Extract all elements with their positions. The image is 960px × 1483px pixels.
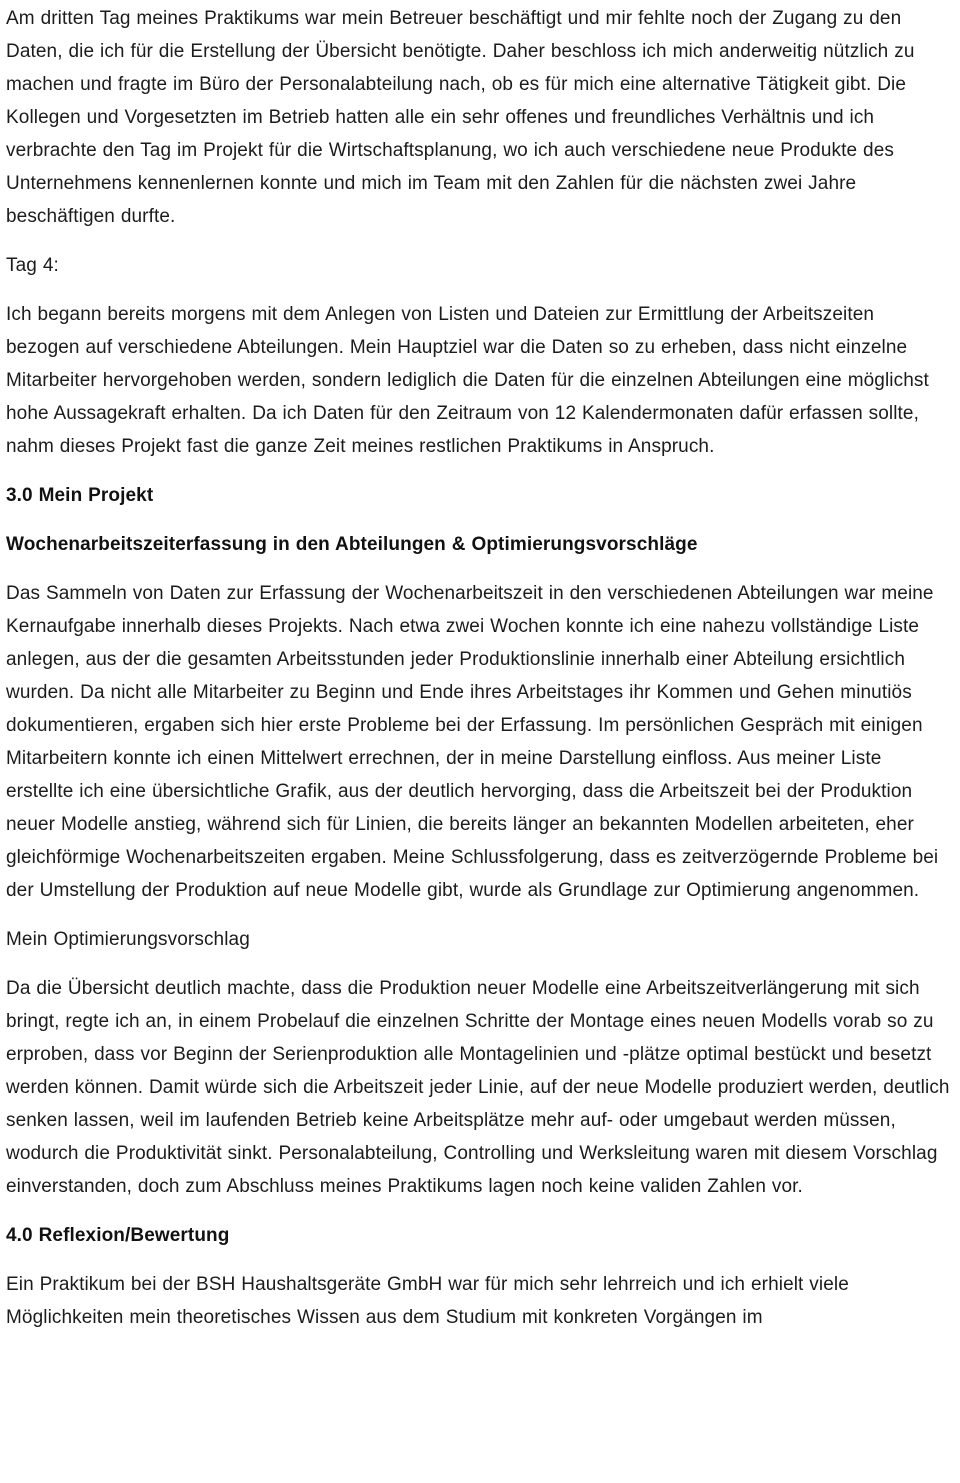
- paragraph: Da die Übersicht deutlich machte, dass die Produktion neuer Modelle eine Arbeitszeitverlängerung mit sich bringt, regte ich an, in einem Probelauf die einzelnen Schritte der Montage eines neuen Modells vorab so zu erproben, dass vor Beginn der Serienproduktion alle Montagelinien und -plätze optimal bestückt und besetzt werden können. Damit würde sich die Arbeitszeit jeder Linie, auf der neue Modelle produziert werden, deutlich senken lassen, weil im laufenden Betrieb keine Arbeitsplätze mehr auf- oder umgebaut werden müssen, wodurch die Produktivität sinkt. Personalabteilung, Controlling und Werksleitung waren mit diesem Vorschlag einverstanden, doch zum Abschluss meines Praktikums lagen noch keine validen Zahlen vor.: [6, 978, 950, 1197]
- subsection-label: Mein Optimierungsvorschlag: [6, 929, 250, 950]
- section-heading: 3.0 Mein Projekt: [6, 485, 154, 506]
- section-heading: Wochenarbeitszeiterfassung in den Abteilungen & Optimierungsvorschläge: [6, 534, 698, 555]
- paragraph: Ein Praktikum bei der BSH Haushaltsgeräte GmbH war für mich sehr lehrreich und ich erhielt viele Möglichkeiten mein theoretisches Wissen aus dem Studium mit konkreten Vorgängen im: [6, 1274, 849, 1328]
- section-heading: 4.0 Reflexion/Bewertung: [6, 1225, 230, 1246]
- subsection-label: Tag 4:: [6, 255, 59, 276]
- paragraph: Das Sammeln von Daten zur Erfassung der Wochenarbeitszeit in den verschiedenen Abteilungen war meine Kernaufgabe innerhalb dieses Projekts. Nach etwa zwei Wochen konnte ich eine nahezu vollständige Liste anlegen, aus der die gesamten Arbeitsstunden jeder Produktionslinie innerhalb einer Abteilung ersichtlich wurden. Da nicht alle Mitarbeiter zu Beginn und Ende ihres Arbeitstages ihr Kommen und Gehen minutiös dokumentieren, ergaben sich hier erste Probleme bei der Erfassung. Im persönlichen Gespräch mit einigen Mitarbeitern konnte ich einen Mittelwert errechnen, der in meine Darstellung einfloss. Aus meiner Liste erstellte ich eine übersichtliche Grafik, aus der deutlich hervorging, dass die Arbeitszeit bei der Produktion neuer Modelle anstieg, während sich für Linien, die bereits länger an bekannten Modellen arbeiteten, eher gleichförmige Wochenarbeitszeiten ergaben. Meine Schlussfolgerung, dass es zeitverzögernde Probleme bei der Umstellung der Produktion auf neue Modelle gibt, wurde als Grundlage zur Optimierung angenommen.: [6, 583, 939, 901]
- document-content: [6, 2, 952, 1334]
- paragraph: Am dritten Tag meines Praktikums war mein Betreuer beschäftigt und mir fehlte noch der Zugang zu den Daten, die ich für die Erstellung der Übersicht benötigte. Daher beschloss ich mich anderweitig nützlich zu machen und fragte im Büro der Personalabteilung nach, ob es für mich eine alternative Tätigkeit gibt. Die Kollegen und Vorgesetzten im Betrieb hatten alle ein sehr offenes und freundliches Verhältnis und ich verbrachte den Tag im Projekt für die Wirtschaftsplanung, wo ich auch verschiedene neue Produkte des Unternehmens kennenlernen konnte und mich im Team mit den Zahlen für die nächsten zwei Jahre beschäftigen durfte.: [6, 8, 915, 227]
- paragraph: Ich begann bereits morgens mit dem Anlegen von Listen und Dateien zur Ermittlung der Arbeitszeiten bezogen auf verschiedene Abteilungen. Mein Hauptziel war die Daten so zu erheben, dass nicht einzelne Mitarbeiter hervorgehoben werden, sondern lediglich die Daten für die einzelnen Abteilungen eine möglichst hohe Aussagekraft erhalten. Da ich Daten für den Zeitraum von 12 Kalendermonaten dafür erfassen sollte, nahm dieses Projekt fast die ganze Zeit meines restlichen Praktikums in Anspruch.: [6, 304, 929, 457]
